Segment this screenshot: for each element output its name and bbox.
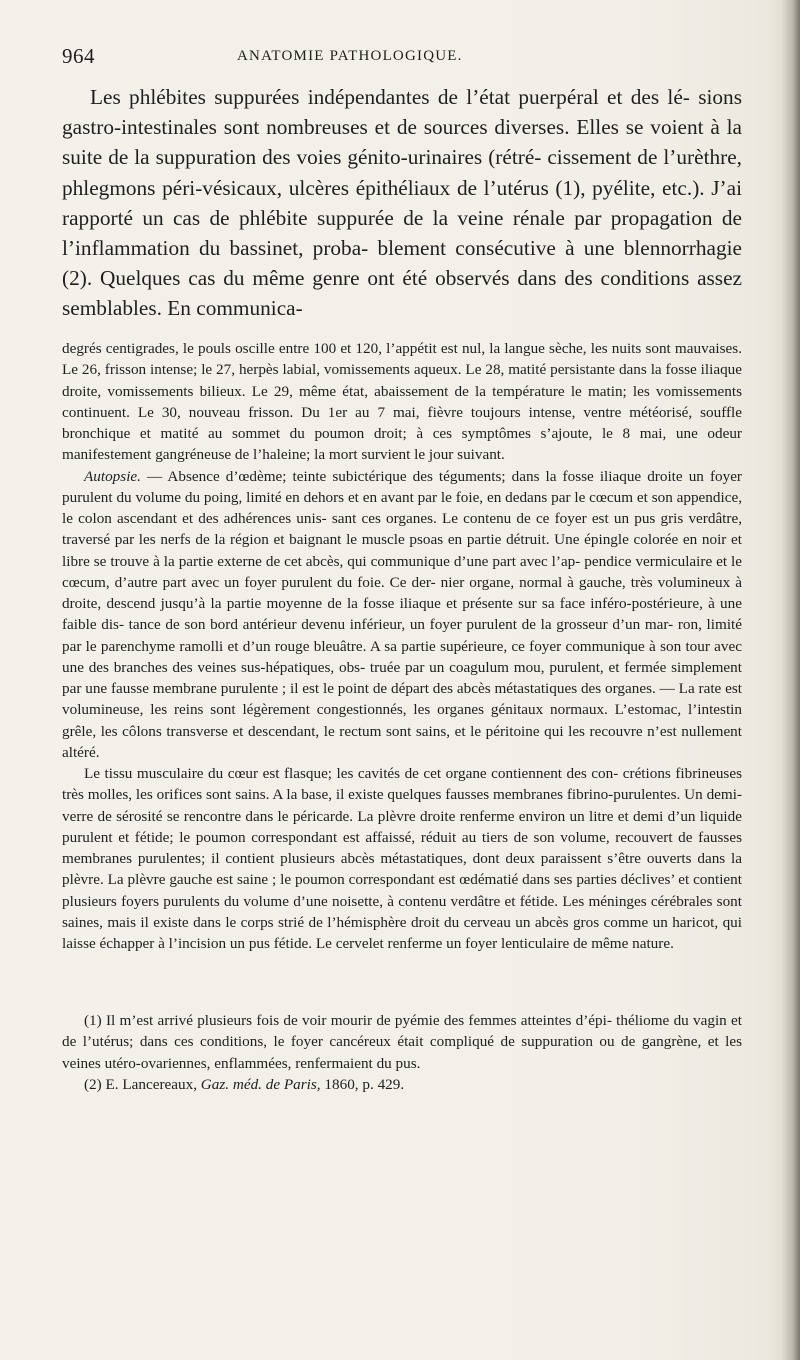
footnote-1: (1) Il m’est arrivé plusieurs fois de voir mourir de pyémie des femmes atteintes d’épi- théliome du vagin et de l’utérus; dans ces conditions, le foyer cancéreux était compliqué de suppuration ou de gangrène, et les veines utéro-ovariennes, enflammées, renfermaient du pus. [62, 1012, 742, 1072]
main-paragraph: Les phlébites suppurées indépendantes de l’état puerpéral et des lé- sions gastro-intestinales sont nombreuses et de sources diverses. Elles se voient à la suite de la suppuration des voies génito-urinaires (rétré- cissement de l’urèthre, phlegmons péri-vésicaux, ulcères épithéliaux de l’utérus (1), pyélite, etc.). J’ai rapporté un cas de phlébite suppurée de la veine rénale par propagation de l’inflammation du bassinet, proba- blement consécutive à une blennorrhagie (2). Quelques cas du même genre ont été observés dans des conditions assez semblables. En communica- [62, 85, 742, 321]
autopsy-label: Autopsie. [84, 467, 141, 485]
case-report-paragraph-3: Le tissu musculaire du cœur est flasque; les cavités de cet organe contiennent des con- crétions fibrineuses très molles, les orifices sont sains. A la base, il existe quelques fausses membranes fibrino-purulentes. Un demi-verre de sérosité se rencontre dans le péricarde. La plèvre droite renferme environ un litre et demi d’un liquide purulent et fétide; le poumon correspondant est affaissé, réduit au tiers de son volume, recouvert de fausses membranes purulentes; il contient plusieurs abcès métastatiques, dont deux paraissent s’être ouverts dans la plèvre. La plèvre gauche est saine ; le poumon correspondant est œdématié dans ses parties déclives’ et contient plusieurs foyers purulents du volume d’une noisette, à contenu verdâtre et fétide. Les méninges cérébrales sont saines, mais il existe dans le corps strié de l’hémisphère droit du cerveau un abcès gros comme un haricot, qui laisse échapper à l’incision un pus fétide. Le cervelet renferme un foyer lenticulaire de même nature. [62, 765, 742, 952]
footnotes [62, 1010, 742, 1095]
footnote-2 [62, 1074, 742, 1095]
page-number: 964 [62, 44, 95, 68]
footnote-2-suffix: 1860, p. 429. [320, 1075, 405, 1093]
running-head: ANATOMIE PATHOLOGIQUE. [237, 48, 463, 64]
footnote-2-prefix: (2) E. Lancereaux, [84, 1075, 201, 1093]
page-edge-shadow [782, 0, 800, 1360]
case-report-paragraph-1: degrés centigrades, le pouls oscille entre 100 et 120, l’appétit est nul, la langue sèche, les nuits sont mauvaises. Le 26, frisson intense; le 27, herpès labial, vomissements aqueux. Le 28, matité persistante dans la fosse iliaque droite, vomissements bilieux. Le 29, même état, abaissement de la température le matin; les vomissements continuent. Le 30, nouveau frisson. Du 1er au 7 mai, fièvre toujours intense, ventre météorisé, souffle bronchique et matité au sommet du poumon droit; à ces symptômes s’ajoute, le 8 mai, une odeur manifestement gangréneuse de l’haleine; la mort survient le jour suivant. [62, 340, 742, 464]
case-report [62, 338, 742, 954]
page-header [62, 44, 732, 72]
autopsy-text: — Absence d’œdème; teinte subictérique des téguments; dans la fosse iliaque droite un foyer purulent du volume du poing, limité en dehors et en avant par le foie, en dedans par le cœcum et son appendice, le colon ascendant et des adhérences unis- sant ces organes. Le contenu de ce foyer est un pus gris verdâtre, traversé par les nerfs de la région et baignant le muscle psoas en partie détruit. Une épingle colorée en noir et libre se trouve à la partie externe de cet abcès, qui communique d’une part avec l’ap- pendice vermiculaire et le cœcum, d’autre part avec un foyer purulent du foie. Ce der- nier organe, normal à gauche, très volumineux à droite, descend jusqu’à la partie moyenne de la fosse iliaque et présente sur sa face inféro-postérieure, à une faible dis- tance de son bord antérieur devenu inférieur, un foyer purulent de la grosseur d’un mar- ron, limité par le parenchyme ramolli et d’un rouge bleuâtre. A sa partie supérieure, ce foyer communique à son tour avec une des branches des veines sus-hépatiques, obs- truée par un coagulum mou, purulent, et fermée simplement par une fausse membrane purulente ; il est le point de départ des abcès métastatiques des organes. — La rate est volumineuse, les reins sont légèrement congestionnés, les organes génitaux normaux. L’estomac, l’intestin grêle, les côlons transverse et descendant, le rectum sont sains, et le péritoine qui les recouvre n’est nullement altéré. [62, 467, 742, 761]
autopsy-paragraph [62, 466, 742, 764]
footnote-2-journal: Gaz. méd. de Paris, [200, 1075, 321, 1093]
